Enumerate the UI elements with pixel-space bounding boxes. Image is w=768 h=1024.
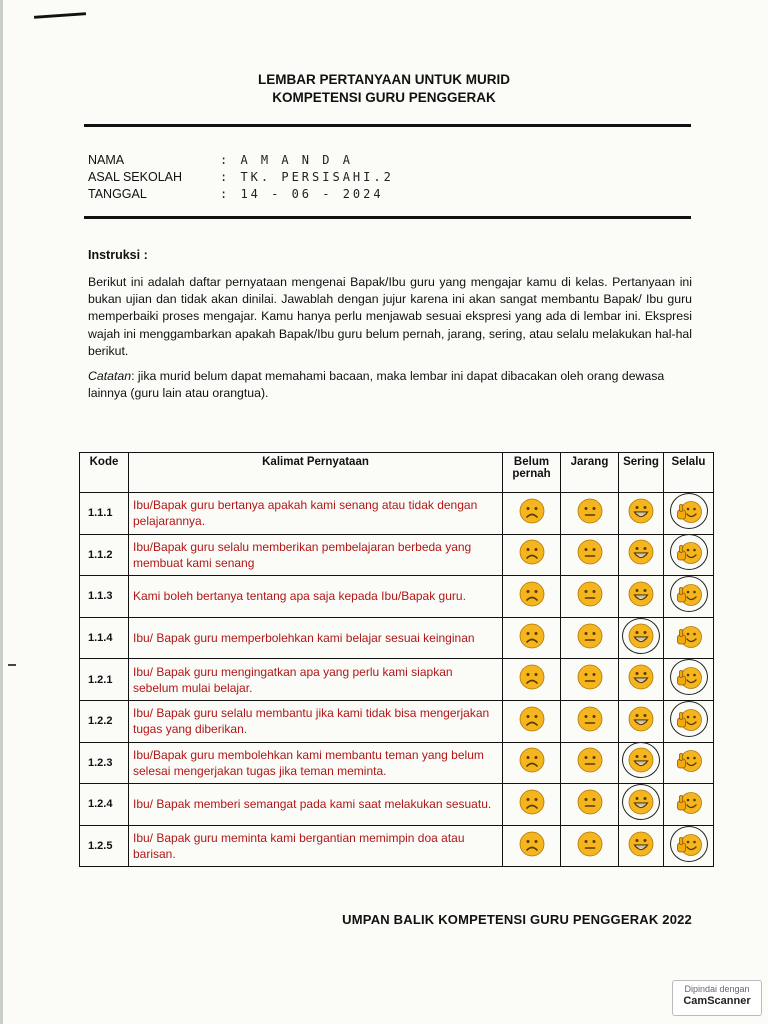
answer-cell-rarely[interactable] xyxy=(561,493,619,535)
divider-top xyxy=(84,124,691,127)
answer-cell-never[interactable] xyxy=(503,493,561,535)
neutral-face-icon xyxy=(577,789,603,815)
thumbs-up-face-icon xyxy=(676,581,702,607)
side-mark xyxy=(8,664,16,666)
grin-face-icon xyxy=(628,623,654,649)
thumbs-up-face-icon xyxy=(676,706,702,732)
table-row xyxy=(80,493,714,535)
grin-face-icon xyxy=(628,581,654,607)
sad-face-icon xyxy=(519,706,545,732)
date-row xyxy=(88,186,394,203)
answer-cell-never[interactable] xyxy=(503,576,561,618)
row-statement: Ibu/ Bapak guru meminta kami bergantian memimpin doa atau barisan. xyxy=(129,825,503,867)
table-row xyxy=(80,659,714,701)
name-label: NAMA xyxy=(88,153,125,167)
grin-face-icon xyxy=(628,498,654,524)
row-statement: Ibu/Bapak guru membolehkan kami membantu teman yang belum selesai mengerjakan tugas jika teman meminta. xyxy=(129,742,503,784)
school-row xyxy=(88,169,394,186)
sad-face-icon xyxy=(519,664,545,690)
answer-cell-often[interactable] xyxy=(619,617,664,659)
answer-cell-always[interactable] xyxy=(664,534,714,576)
sad-face-icon xyxy=(519,789,545,815)
neutral-face-icon xyxy=(577,747,603,773)
answer-cell-always[interactable] xyxy=(664,576,714,618)
sad-face-icon xyxy=(519,581,545,607)
row-code: 1.1.2 xyxy=(80,534,129,576)
document-subtitle: KOMPETENSI GURU PENGGERAK xyxy=(272,90,496,105)
answer-cell-often[interactable] xyxy=(619,784,664,826)
row-code: 1.1.4 xyxy=(80,617,129,659)
thumbs-up-face-icon xyxy=(676,498,702,524)
neutral-face-icon xyxy=(577,664,603,690)
row-code: 1.2.3 xyxy=(80,742,129,784)
answer-cell-never[interactable] xyxy=(503,700,561,742)
pen-mark xyxy=(34,12,86,19)
header-code: Kode xyxy=(80,453,129,493)
row-statement: Ibu/Bapak guru bertanya apakah kami senang atau tidak dengan pelajarannya. xyxy=(129,493,503,535)
answer-cell-rarely[interactable] xyxy=(561,700,619,742)
row-statement: Ibu/ Bapak guru memperbolehkan kami belajar sesuai keinginan xyxy=(129,617,503,659)
survey-table xyxy=(79,452,714,867)
answer-cell-never[interactable] xyxy=(503,784,561,826)
answer-cell-always[interactable] xyxy=(664,825,714,867)
row-code: 1.2.4 xyxy=(80,784,129,826)
answer-cell-rarely[interactable] xyxy=(561,825,619,867)
sad-face-icon xyxy=(519,623,545,649)
instructions-title: Instruksi : xyxy=(88,248,148,262)
neutral-face-icon xyxy=(577,831,603,857)
neutral-face-icon xyxy=(577,581,603,607)
camscanner-stamp xyxy=(672,980,762,1016)
sad-face-icon xyxy=(519,498,545,524)
instructions-body: Berikut ini adalah daftar pernyataan mengenai Bapak/Ibu guru yang mengajar kamu di kelas. Pertanyaan ini bukan ujian dan tidak akan dinilai. Jawablah dengan jujur karena ini akan sangat membantu Bapak/ Ibu guru memperbaiki proses mengajar. Kamu hanya perlu menjawab sesuai ekspresi yang ada di lembar ini. Ekspresi wajah ini menggambarkan apakah Bapak/Ibu guru belum pernah, jarang, sering, atau selalu melakukan hal-hal berikut. xyxy=(88,275,692,358)
answer-cell-never[interactable] xyxy=(503,617,561,659)
header-always: Selalu xyxy=(664,453,714,493)
stamp-line2: CamScanner xyxy=(683,995,751,1007)
table-header-row xyxy=(80,453,714,493)
answer-cell-never[interactable] xyxy=(503,825,561,867)
stamp-line1: Dipindai dengan xyxy=(684,984,750,994)
row-statement: Ibu/ Bapak memberi semangat pada kami saat melakukan sesuatu. xyxy=(129,784,503,826)
thumbs-up-face-icon xyxy=(676,623,702,649)
header-never: Belum pernah xyxy=(503,453,561,493)
grin-face-icon xyxy=(628,789,654,815)
answer-cell-always[interactable] xyxy=(664,493,714,535)
grin-face-icon xyxy=(628,664,654,690)
answer-cell-always[interactable] xyxy=(664,700,714,742)
answer-cell-rarely[interactable] xyxy=(561,742,619,784)
table-row xyxy=(80,617,714,659)
answer-cell-often[interactable] xyxy=(619,493,664,535)
answer-cell-never[interactable] xyxy=(503,659,561,701)
thumbs-up-face-icon xyxy=(676,747,702,773)
footer-title: UMPAN BALIK KOMPETENSI GURU PENGGERAK 2022 xyxy=(342,912,692,927)
neutral-face-icon xyxy=(577,498,603,524)
row-statement: Kami boleh bertanya tentang apa saja kepada Ibu/Bapak guru. xyxy=(129,576,503,618)
answer-cell-often[interactable] xyxy=(619,742,664,784)
table-row xyxy=(80,700,714,742)
answer-cell-often[interactable] xyxy=(619,825,664,867)
identity-block xyxy=(88,152,394,203)
row-code: 1.1.1 xyxy=(80,493,129,535)
header-often: Sering xyxy=(619,453,664,493)
table-row xyxy=(80,825,714,867)
row-statement: Ibu/ Bapak guru mengingatkan apa yang perlu kami siapkan sebelum mulai belajar. xyxy=(129,659,503,701)
sad-face-icon xyxy=(519,539,545,565)
answer-cell-always[interactable] xyxy=(664,784,714,826)
table-row xyxy=(80,576,714,618)
answer-cell-often[interactable] xyxy=(619,700,664,742)
school-label: ASAL SEKOLAH xyxy=(88,170,183,184)
answer-cell-rarely[interactable] xyxy=(561,576,619,618)
answer-cell-often[interactable] xyxy=(619,534,664,576)
neutral-face-icon xyxy=(577,539,603,565)
row-code: 1.2.1 xyxy=(80,659,129,701)
name-value: : A M A N D A xyxy=(220,153,353,167)
row-statement: Ibu/ Bapak guru selalu membantu jika kami tidak bisa mengerjakan tugas yang diberikan. xyxy=(129,700,503,742)
answer-cell-always[interactable] xyxy=(664,659,714,701)
neutral-face-icon xyxy=(577,706,603,732)
note-body: : jika murid belum dapat memahami bacaan, maka lembar ini dapat dibacakan oleh orang dewasa lainnya (guru lain atau orangtua). xyxy=(88,369,665,401)
table-row xyxy=(80,534,714,576)
table-row xyxy=(80,742,714,784)
header-rarely: Jarang xyxy=(561,453,619,493)
grin-face-icon xyxy=(628,539,654,565)
thumbs-up-face-icon xyxy=(676,831,702,857)
neutral-face-icon xyxy=(577,623,603,649)
grin-face-icon xyxy=(628,706,654,732)
thumbs-up-face-icon xyxy=(676,789,702,815)
header-statement: Kalimat Pernyataan xyxy=(129,453,503,493)
answer-cell-often[interactable] xyxy=(619,576,664,618)
answer-cell-never[interactable] xyxy=(503,534,561,576)
answer-cell-rarely[interactable] xyxy=(561,534,619,576)
scan-edge xyxy=(0,0,3,1024)
note-label: Catatan xyxy=(88,369,132,383)
date-value: : 14 - 06 - 2024 xyxy=(220,187,384,201)
name-row xyxy=(88,152,394,169)
answer-cell-rarely[interactable] xyxy=(561,617,619,659)
answer-cell-rarely[interactable] xyxy=(561,784,619,826)
grin-face-icon xyxy=(628,831,654,857)
instructions-note xyxy=(88,368,692,402)
table-row xyxy=(80,784,714,826)
row-code: 1.2.2 xyxy=(80,700,129,742)
grin-face-icon xyxy=(628,747,654,773)
date-label: TANGGAL xyxy=(88,187,147,201)
sad-face-icon xyxy=(519,747,545,773)
sad-face-icon xyxy=(519,831,545,857)
answer-cell-often[interactable] xyxy=(619,659,664,701)
school-value: : TK. PERSISAHI.2 xyxy=(220,170,394,184)
thumbs-up-face-icon xyxy=(676,664,702,690)
answer-cell-always[interactable] xyxy=(664,742,714,784)
answer-cell-always[interactable] xyxy=(664,617,714,659)
document-title: LEMBAR PERTANYAAN UNTUK MURID xyxy=(258,72,510,87)
row-code: 1.1.3 xyxy=(80,576,129,618)
divider-bottom xyxy=(84,216,691,219)
answer-cell-rarely[interactable] xyxy=(561,659,619,701)
thumbs-up-face-icon xyxy=(676,539,702,565)
row-statement: Ibu/Bapak guru selalu memberikan pembelajaran berbeda yang membuat kami senang xyxy=(129,534,503,576)
row-code: 1.2.5 xyxy=(80,825,129,867)
answer-cell-never[interactable] xyxy=(503,742,561,784)
